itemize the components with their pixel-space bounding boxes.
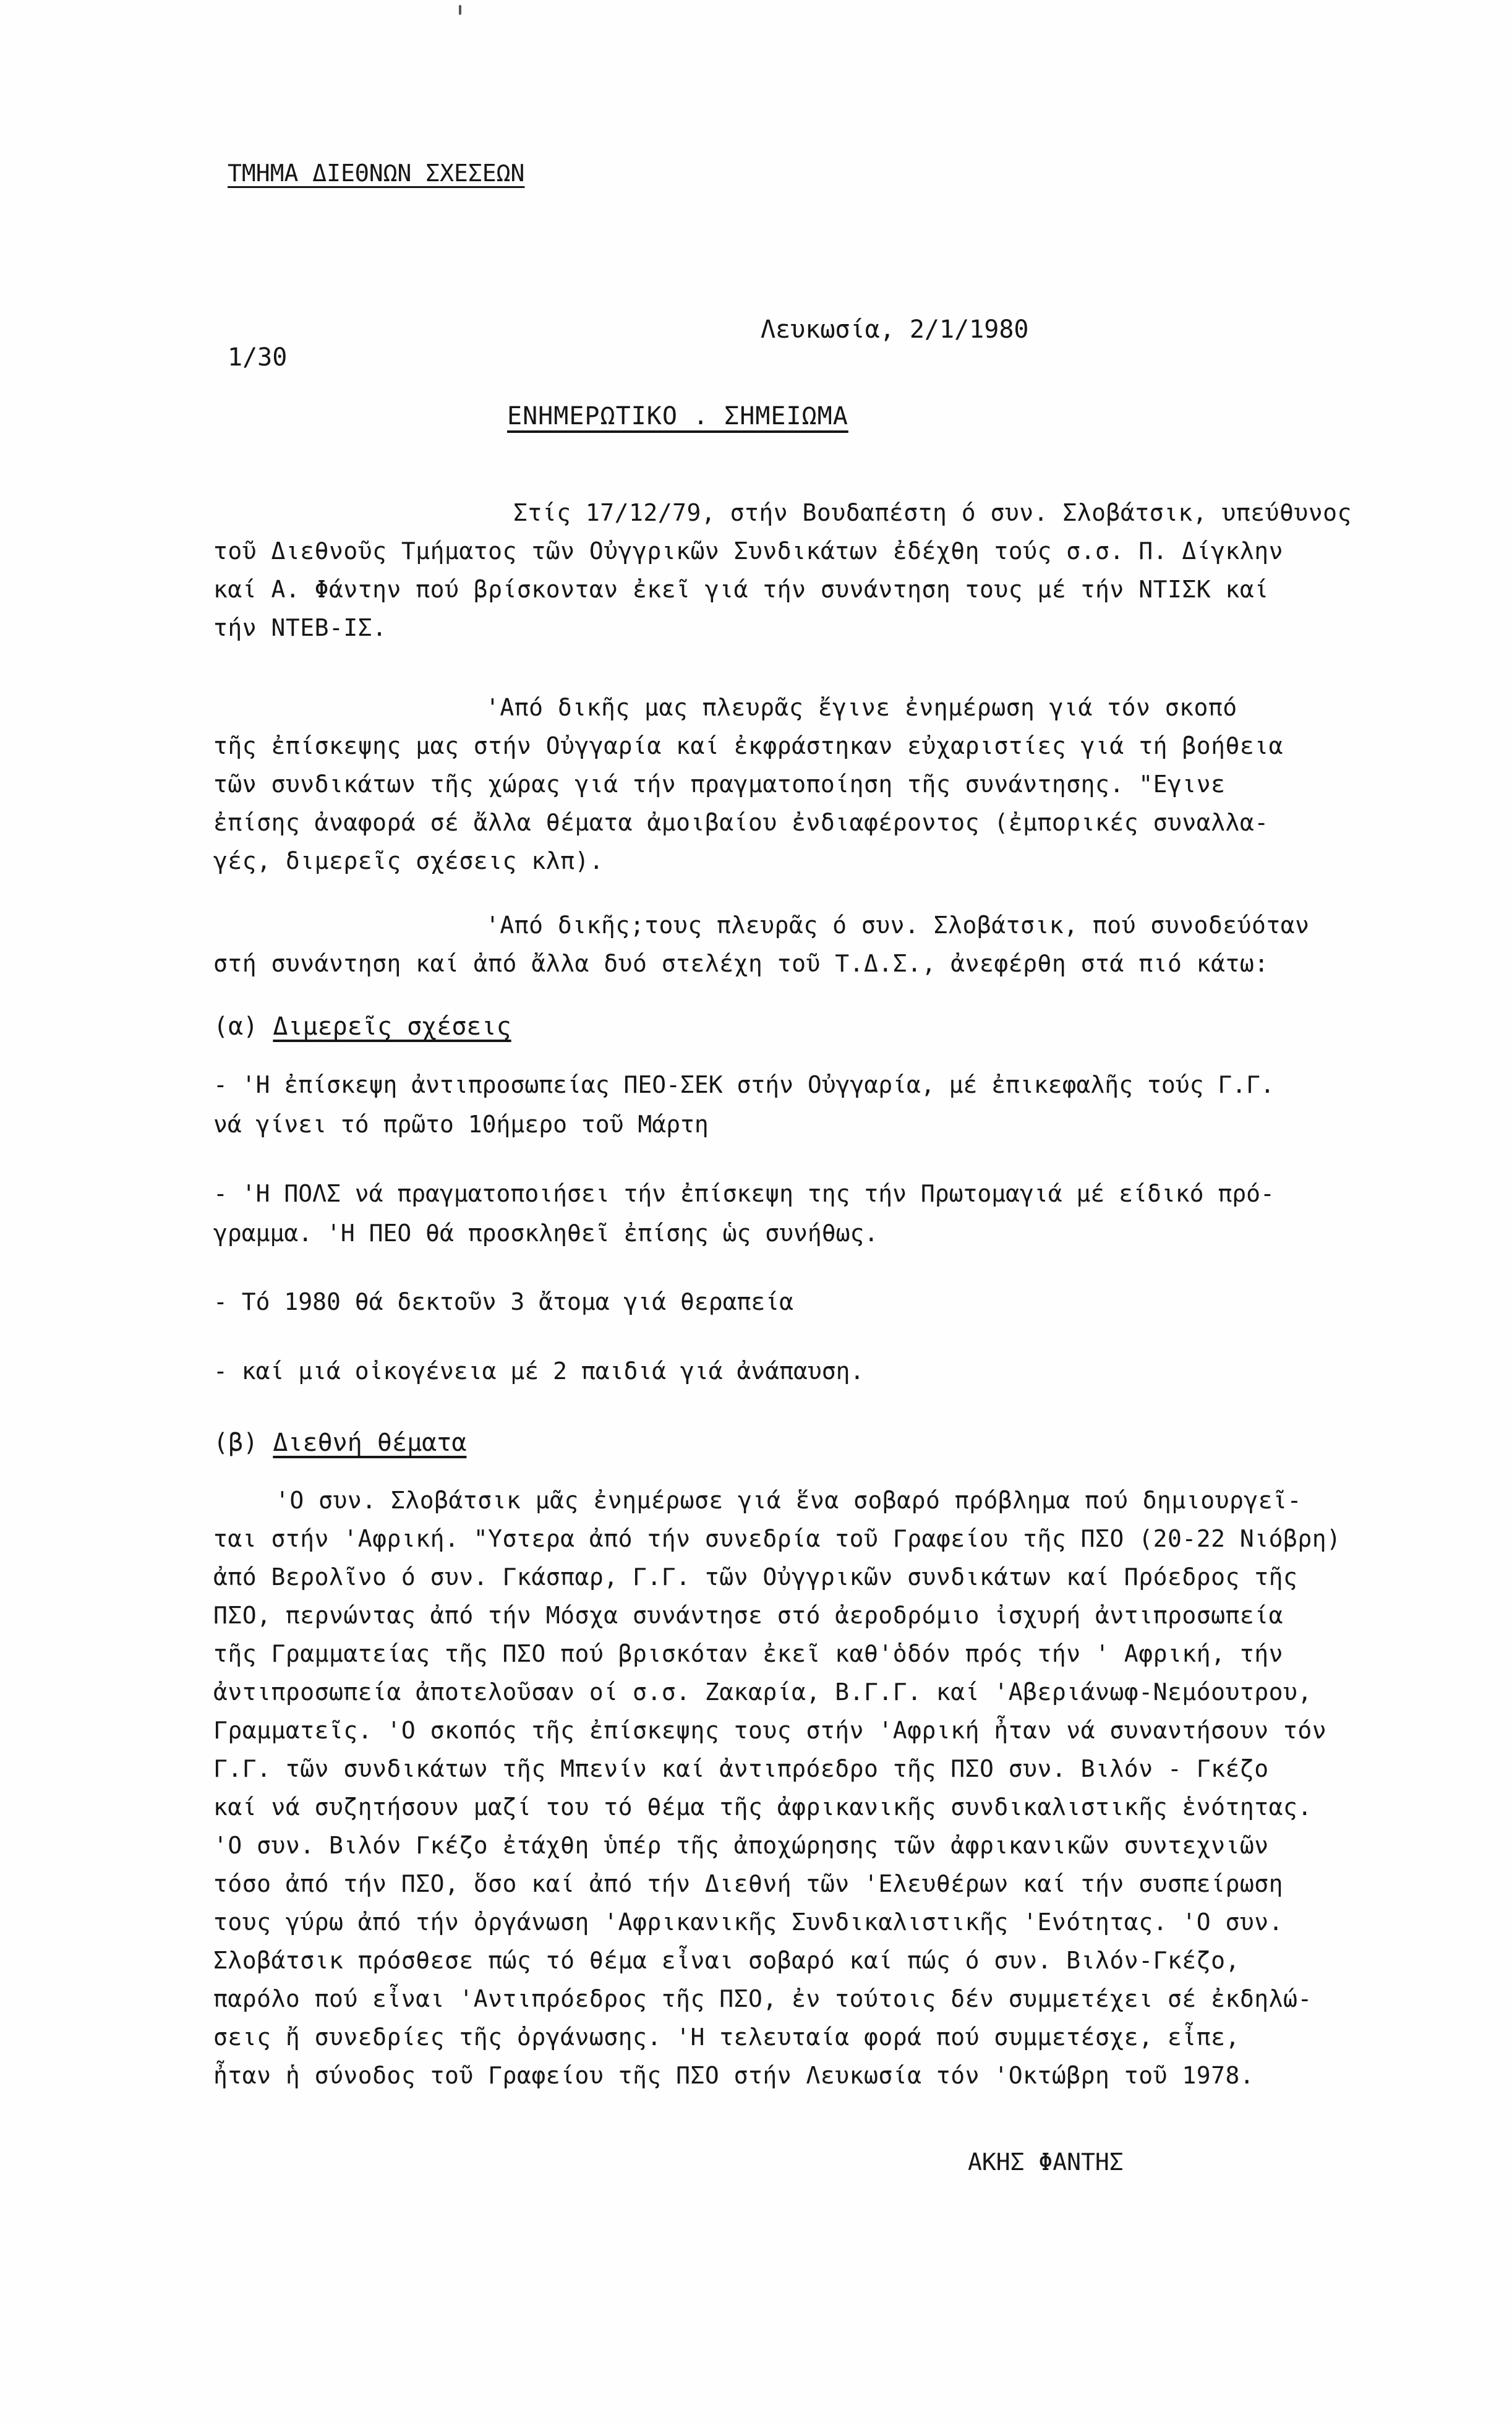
text-line: καί Α. Φάντην πού βρίσκονταν ἐκεῖ γιά τήν συνάντηση τους μέ τήν ΝΤΙΣΚ καί xyxy=(213,576,1269,603)
place-and-date: Λευκωσία, 2/1/1980 xyxy=(761,315,1029,344)
text-line: σεις ἤ συνεδρίες τῆς ὀργάνωσης. 'Η τελευταία φορά πού συμμετέσχε, εἶπε, xyxy=(213,2023,1240,2051)
signature: ΑΚΗΣ ΦΑΝΤΗΣ xyxy=(968,2148,1124,2176)
text-line: στή συνάντηση καί ἀπό ἄλλα δυό στελέχη τοῦ Τ.Δ.Σ., ἀνεφέρθη στά πιό κάτω: xyxy=(213,950,1269,977)
text-line: ΠΣΟ, περνώντας ἀπό τήν Μόσχα συνάντησε στό ἀεροδρόμιο ἰσχυρή ἀντιπροσωπεία xyxy=(213,1602,1283,1629)
text-line: ἀπό Βερολῖνο ό συν. Γκάσπαρ, Γ.Γ. τῶν Οὐγγρικῶν συνδικάτων καί Πρόεδρος τῆς xyxy=(213,1563,1298,1591)
text-line: ται στήν 'Αφρική. "Υστερα ἀπό τήν συνεδρία τοῦ Γραφείου τῆς ΠΣΟ (20-22 Νιόβρη) xyxy=(213,1525,1341,1552)
document-title: ΕΝΗΜΕΡΩΤΙΚΟ . ΣΗΜΕΙΩΜΑ xyxy=(507,402,848,430)
reference-number: 1/30 xyxy=(228,343,288,372)
scan-mark xyxy=(459,5,461,15)
text-line: Σλοβάτσικ πρόσθεσε πώς τό θέμα εἶναι σοβαρό καί πώς ό συν. Βιλόν-Γκέζο, xyxy=(213,1947,1240,1974)
text-line: καί νά συζητήσουν μαζί του τό θέμα τῆς ἀφρικανικῆς συνδικαλιστικῆς ἑνότητας. xyxy=(213,1793,1312,1821)
text-line: - Τό 1980 θά δεκτοῦν 3 ἄτομα γιά θεραπεία xyxy=(213,1288,793,1315)
text-line: ἦταν ἡ σύνοδος τοῦ Γραφείου τῆς ΠΣΟ στήν Λευκωσία τόν 'Οκτώβρη τοῦ 1978. xyxy=(213,2062,1255,2089)
section-b-marker: (β) xyxy=(213,1429,258,1457)
section-b-heading xyxy=(213,1429,466,1457)
text-line: τῶν συνδικάτων τῆς χώρας γιά τήν πραγματοποίηση τῆς συνάντησης. "Εγινε xyxy=(213,771,1226,798)
text-line: 'Από δικῆς μας πλευρᾶς ἔγινε ἐνημέρωση γιά τόν σκοπό xyxy=(485,694,1237,721)
text-line: τῆς Γραμματείας τῆς ΠΣΟ πού βρισκόταν ἐκεῖ καθ'ὁδόν πρός τήν ' Αφρική, τήν xyxy=(213,1640,1283,1667)
text-line: - 'Η ΠΟΛΣ νά πραγματοποιήσει τήν ἐπίσκεψη της τήν Πρωτομαγιά μέ είδικό πρό- xyxy=(213,1180,1275,1207)
list-item xyxy=(213,1282,793,1322)
text-line: παρόλο πού εἶναι 'Αντιπρόεδρος τῆς ΠΣΟ, ἐν τούτοις δέν συμμετέχει σέ ἐκδηλώ- xyxy=(213,1985,1312,2012)
text-line: γές, διμερεῖς σχέσεις κλπ). xyxy=(213,847,604,874)
text-line: 'Ο συν. Βιλόν Γκέζο ἐτάχθη ὑπέρ τῆς ἀποχώρησης τῶν ἀφρικανικῶν συντεχνιῶν xyxy=(213,1832,1269,1859)
text-line: γραμμα. 'Η ΠΕΟ θά προσκληθεῖ ἐπίσης ὡς συνήθως. xyxy=(213,1220,879,1247)
text-line: Γ.Γ. τῶν συνδικάτων τῆς Μπενίν καί ἀντιπρόεδρο τῆς ΠΣΟ συν. Βιλόν - Γκέζο xyxy=(213,1755,1269,1782)
text-line: τῆς ἐπίσκεψης μας στήν Οὐγγαρία καί ἐκφράστηκαν εὐχαριστίες γιά τή βοήθεια xyxy=(213,732,1283,759)
section-a-heading xyxy=(213,1012,511,1041)
text-line: Γραμματεῖς. 'Ο σκοπός τῆς ἐπίσκεψης τους στήν 'Αφρική ἦταν νά συναντήσουν τόν xyxy=(213,1717,1327,1744)
text-line: 'Ο συν. Σλοβάτσικ μᾶς ἐνημέρωσε γιά ἕνα σοβαρό πρόβλημα πού δημιουργεῖ- xyxy=(275,1487,1302,1514)
our-side-paragraph xyxy=(213,688,1401,880)
section-b-body xyxy=(213,1481,1401,2095)
text-line: 'Από δικῆς;τους πλευρᾶς ό συν. Σλοβάτσικ, πού συνοδεύόταν xyxy=(485,912,1310,939)
text-line: τόσο ἀπό τήν ΠΣΟ, ὅσο καί ἀπό τήν Διεθνή τῶν 'Ελευθέρων καί τήν συσπείρωση xyxy=(213,1870,1283,1897)
text-line: νά γίνει τό πρῶτο 10ήμερο τοῦ Μάρτη xyxy=(213,1111,709,1138)
intro-paragraph xyxy=(213,494,1401,647)
section-a-title: Διμερεῖς σχέσεις xyxy=(273,1012,511,1041)
text-line: τους γύρω ἀπό τήν ὀργάνωση 'Αφρικανικῆς Συνδικαλιστικῆς 'Ενότητας. 'Ο συν. xyxy=(213,1908,1283,1936)
text-line: - 'Η ἐπίσκεψη ἀντιπροσωπείας ΠΕΟ-ΣΕΚ στήν Οὐγγαρία, μέ ἐπικεφαλῆς τούς Γ.Γ. xyxy=(213,1071,1275,1098)
list-item xyxy=(213,1065,1275,1144)
their-side-paragraph xyxy=(213,906,1401,983)
section-a-marker: (α) xyxy=(213,1012,258,1041)
text-line: τοῦ Διεθνοῦς Τμήματος τῶν Οὐγγρικῶν Συνδικάτων ἐδέχθη τούς σ.σ. Π. Δίγκλην xyxy=(213,537,1283,565)
text-line: τήν ΝΤΕΒ-ΙΣ. xyxy=(213,614,387,641)
text-line: Στίς 17/12/79, στήν Βουδαπέστη ό συν. Σλοβάτσικ, υπεύθυνος xyxy=(513,499,1352,526)
list-item xyxy=(213,1351,864,1391)
department-heading: ΤΜΗΜΑ ΔΙΕΘΝΩΝ ΣΧΕΣΕΩΝ xyxy=(228,160,525,187)
text-line: ἀντιπροσωπεία ἀποτελοῦσαν οί σ.σ. Ζακαρία, Β.Γ.Γ. καί 'Αβεριάνωφ-Νεμόουτρου, xyxy=(213,1678,1312,1706)
text-line: ἐπίσης ἀναφορά σέ ἄλλα θέματα ἀμοιβαίου ἐνδιαφέροντος (ἐμπορικές συναλλα- xyxy=(213,809,1269,836)
text-line: - καί μιά οἰκογένεια μέ 2 παιδιά γιά ἀνάπαυση. xyxy=(213,1357,865,1385)
section-b-title: Διεθνή θέματα xyxy=(273,1429,467,1457)
list-item xyxy=(213,1174,1275,1253)
